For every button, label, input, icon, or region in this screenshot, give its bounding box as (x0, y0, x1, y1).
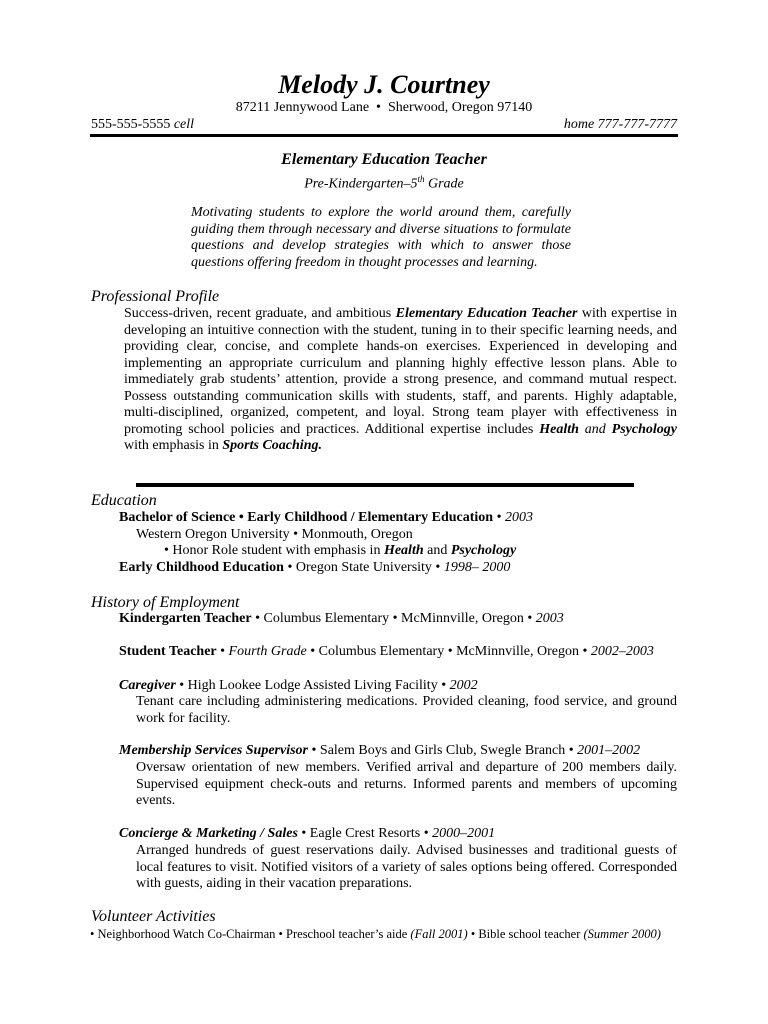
job-title: Kindergarten Teacher (119, 611, 252, 626)
employment-heading: History of Employment (91, 594, 240, 611)
profile-heading: Professional Profile (91, 288, 220, 305)
subtitle-superscript: th (417, 174, 425, 184)
volunteer-item-2-date: (Fall 2001) (410, 927, 468, 941)
subtitle-end: Grade (424, 176, 464, 192)
job-entry (119, 611, 564, 627)
job-entry (119, 644, 654, 660)
volunteer-list (90, 927, 678, 942)
job-detail: • Columbus Elementary • McMinnville, Oregon • (306, 644, 591, 659)
degree-1-honor (164, 543, 516, 559)
degree-2-years: 1998– 2000 (443, 560, 511, 575)
home-number: 777-777-7777 (597, 117, 677, 132)
street-address: 87211 Jennywood Lane (235, 100, 370, 115)
cell-label: cell (173, 117, 195, 132)
volunteer-item-2: • Preschool teacher’s aide (278, 927, 411, 941)
job-date: 2003 (535, 611, 564, 626)
honor-subject-b: Psychology (450, 543, 517, 558)
profile-text-d: with emphasis in (124, 438, 223, 453)
job-grade: Fourth Grade (228, 644, 307, 659)
applicant-name: Melody J. Courtney (278, 70, 490, 99)
degree-1-school: Western Oregon University • Monmouth, Oregon (136, 527, 413, 542)
job-title: Student Teacher (119, 644, 217, 659)
job-entry (119, 743, 640, 759)
profile-text-a: Success-driven, recent graduate, and ambitious (124, 306, 396, 321)
section-divider (136, 483, 634, 487)
job-title: Elementary Education Teacher (281, 151, 487, 168)
cell-phone (91, 117, 194, 133)
education-heading: Education (91, 492, 157, 509)
degree-1-year: 2003 (505, 510, 533, 525)
volunteer-item-1: • Neighborhood Watch Co-Chairman (90, 927, 279, 941)
objective-statement: Motivating students to explore the world around them, carefully guiding them through necessary and diverse situations to formulate questions and develop strategies with which to answer those questions offering freedom in thought processes and learning. (191, 205, 571, 270)
home-phone (564, 117, 677, 133)
job-description: Oversaw orientation of new members. Verified arrival and departure of 200 members daily. Supervised equipment check-outs and returns. Informed parents and members of upcoming events. (136, 760, 677, 808)
job-entry (119, 678, 478, 694)
honor-subject-a: Health (383, 543, 424, 558)
degree-2 (119, 560, 510, 576)
degree-2-school: • Oregon State University • (283, 560, 444, 575)
degree-2-title: Early Childhood Education (119, 560, 284, 575)
job-entry (119, 826, 495, 842)
volunteer-heading: Volunteer Activities (91, 908, 216, 925)
job-sep: • (216, 644, 229, 659)
honor-text: • Honor Role student with emphasis in (164, 543, 384, 558)
job-detail: • Columbus Elementary • McMinnville, Oregon • (251, 611, 536, 626)
profile-text (124, 306, 677, 455)
address-line (0, 100, 768, 116)
job-date: 2001–2002 (577, 743, 641, 758)
profile-strong-d: Sports Coaching. (222, 438, 322, 453)
job-date: 2000–2001 (432, 826, 496, 841)
volunteer-item-3-date: (Summer 2000) (583, 927, 661, 941)
job-description: Arranged hundreds of guest reservations daily. Advised businesses and traditional guests of local features to visit. Notified visitors of a variety of sales options being offered. Corresponded with guests, aiding in their vacation preparations. (136, 843, 677, 891)
profile-text-c: and (578, 421, 612, 437)
profile-strong-c: Psychology (611, 421, 677, 437)
profile-text-b: with expertise in developing an intuitive connection with the student, tuning in to their specific learning needs, and providing clear, concise, and complete hands-on exercises. Experienced in developing and implementing an appropriate curriculum and planning highly effective lesson plans. Able to immediately grab students’ attention, provide a strong presence, and command mutual respect. Possess outstanding communication skills with students, staff, and parents. Highly adaptable, multi-disciplined, organized, competent, and loyal. Strong team player with effectiveness in promoting school policies and practices. Additional expertise includes (124, 306, 677, 437)
job-title: Caregiver (119, 678, 176, 693)
subtitle-main: Pre-Kindergarten–5 (304, 176, 418, 192)
job-description: Tenant care including administering medications. Provided cleaning, food service, and ground work for facility. (136, 694, 677, 726)
cell-number: 555-555-5555 (91, 117, 171, 132)
profile-strong-b: Health (539, 421, 579, 437)
job-date: 2002 (449, 678, 478, 693)
header-divider (90, 134, 678, 137)
city-address: Sherwood, Oregon 97140 (387, 100, 533, 115)
job-detail: • Eagle Crest Resorts • (297, 826, 433, 841)
profile-strong-a: Elementary Education Teacher (395, 306, 578, 321)
degree-1-title: Bachelor of Science • Early Childhood / Elementary Education (119, 510, 494, 525)
job-detail: • High Lookee Lodge Assisted Living Facility • (175, 678, 450, 693)
degree-1-sep: • (493, 510, 505, 525)
degree-1 (119, 510, 533, 526)
job-detail: • Salem Boys and Girls Club, Swegle Branch • (308, 743, 578, 758)
job-subtitle (0, 171, 768, 193)
job-date: 2002–2003 (590, 644, 654, 659)
job-title: Membership Services Supervisor (119, 743, 308, 758)
address-bullet: • (376, 100, 381, 115)
job-title: Concierge & Marketing / Sales (119, 826, 298, 841)
volunteer-item-3: • Bible school teacher (467, 927, 584, 941)
home-label: home (563, 117, 595, 132)
honor-and: and (423, 543, 451, 558)
